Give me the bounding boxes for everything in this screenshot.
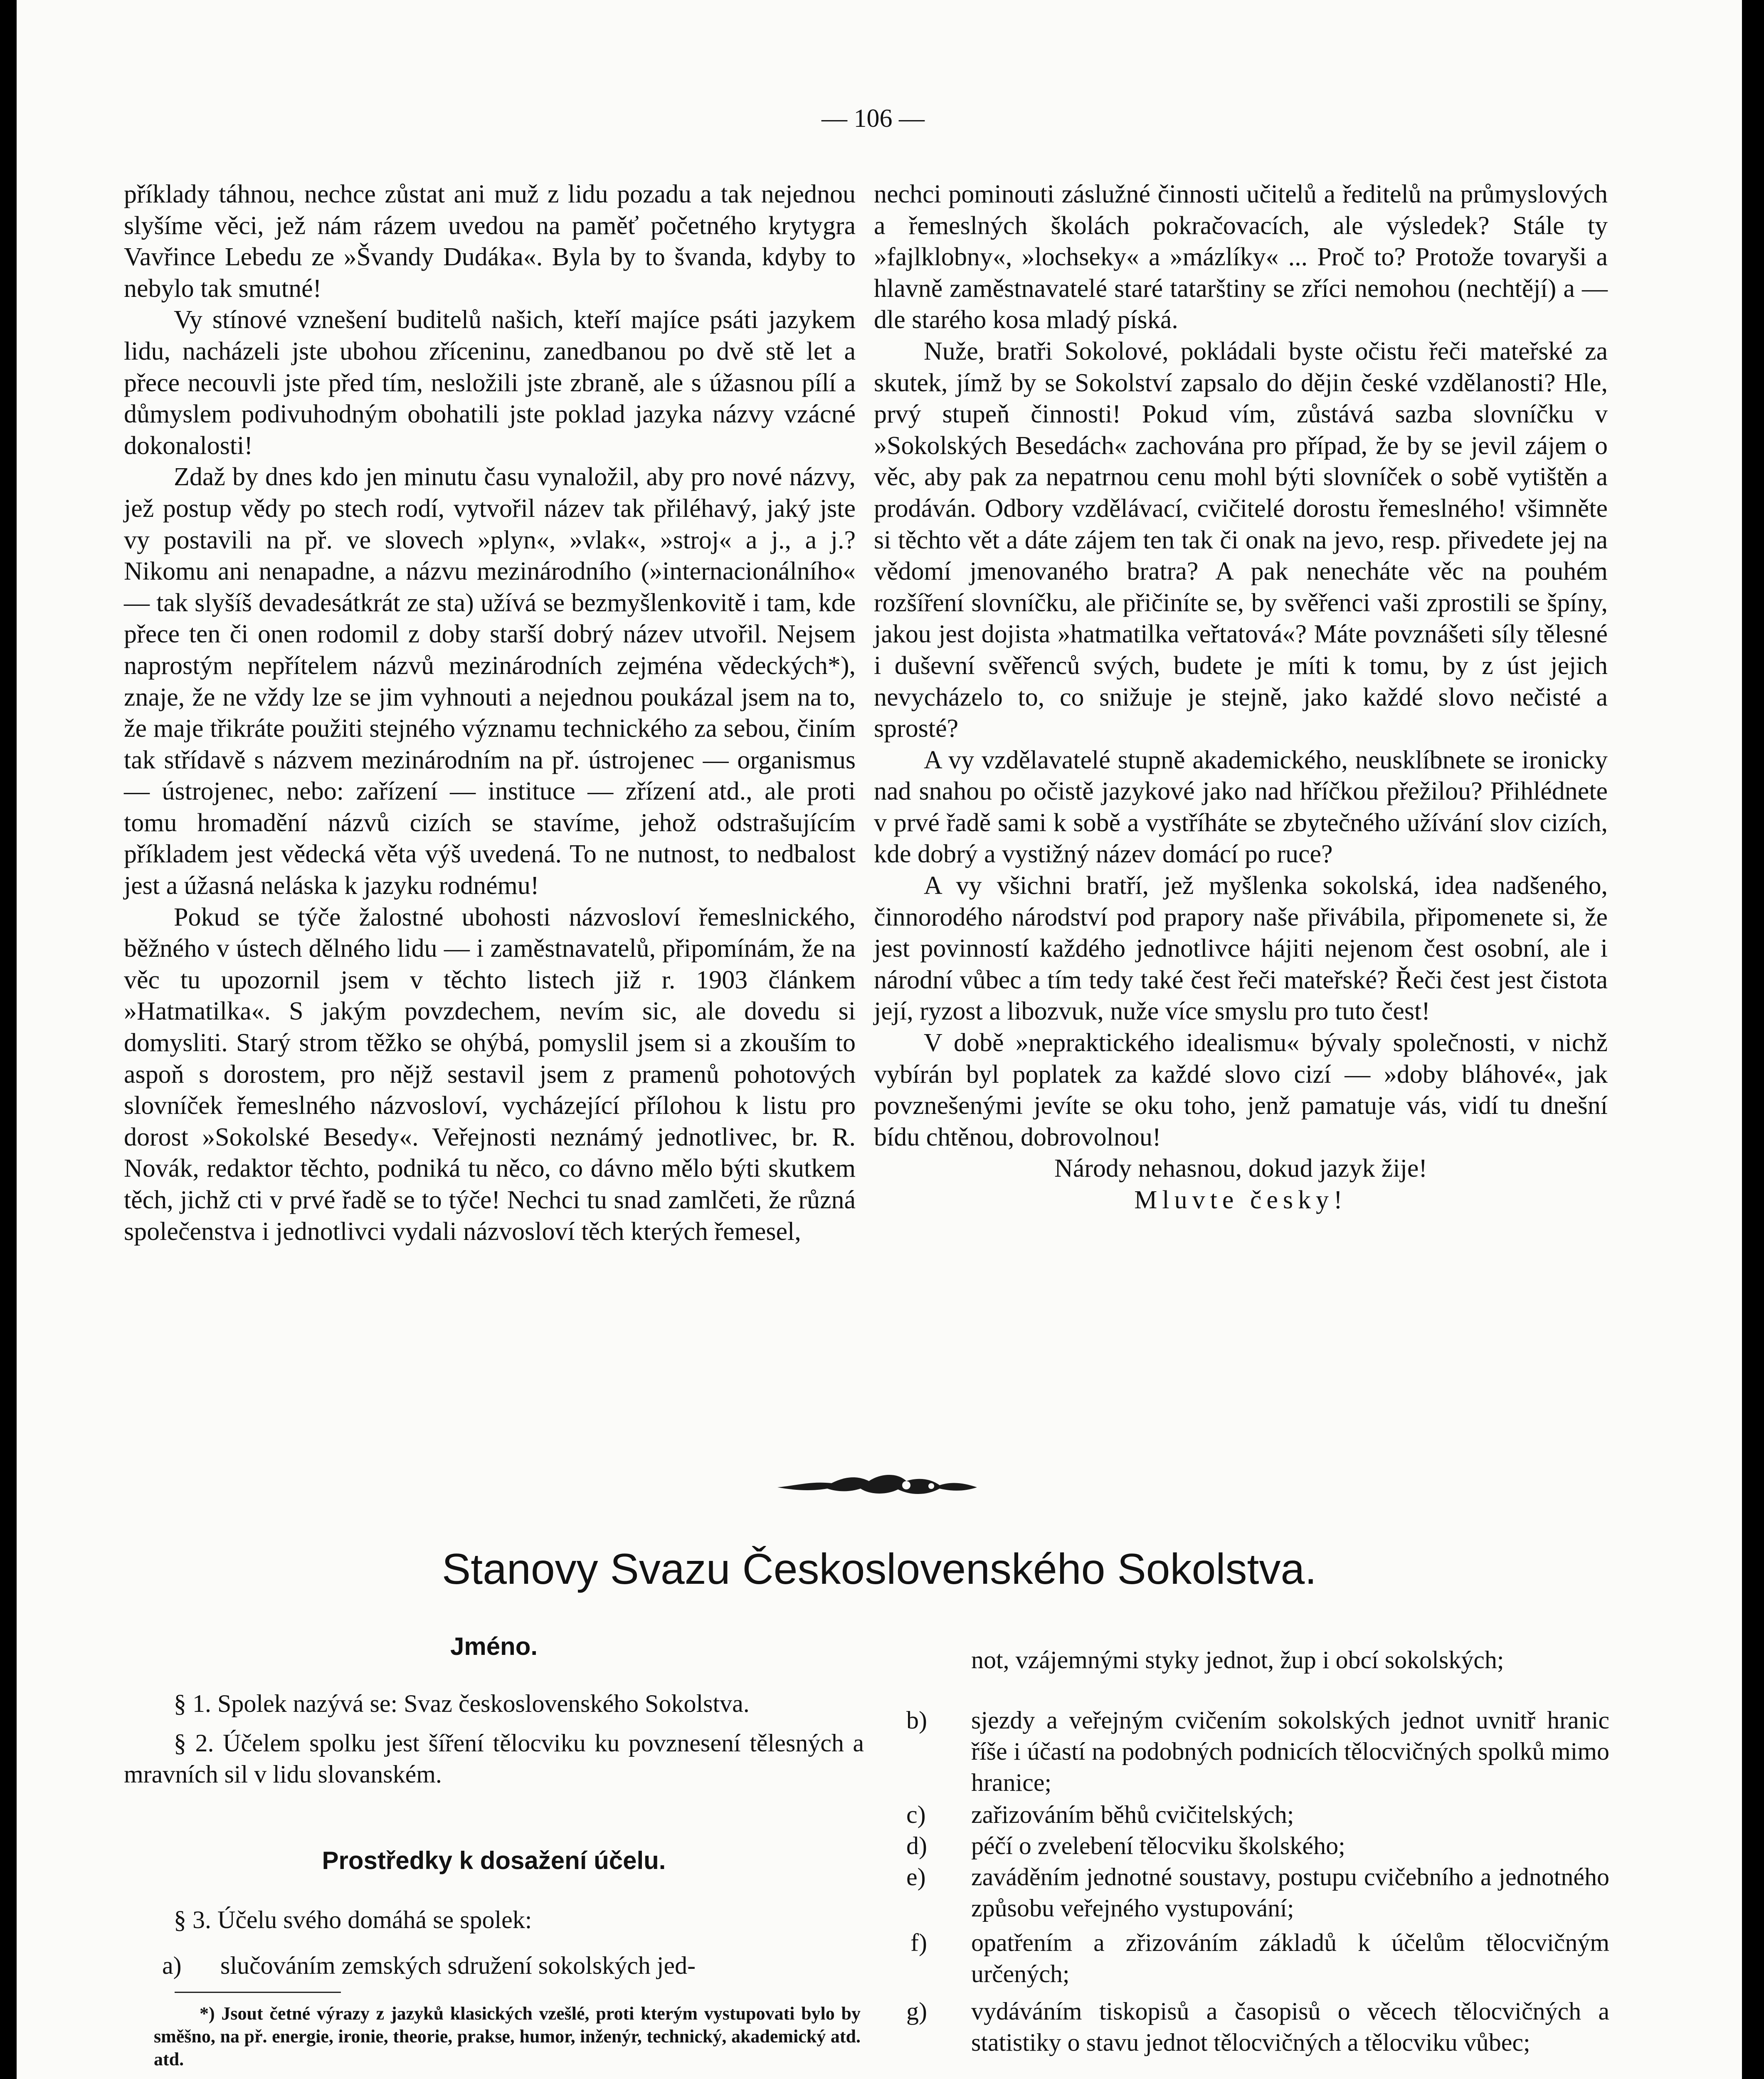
footnote-text: *) Jsout četné výrazy z jazyků klasických vzešlé, proti kterým vystupovati bylo by směšno, na př. energie, ironie, theorie, prakse, humor, inženýr, technický, akademický atd. atd. — [154, 2003, 861, 2069]
list-marker: c) — [906, 1801, 926, 1828]
statute-paragraphs — [124, 1904, 864, 1936]
section-title: Stanovy Svazu Československého Sokolstva. — [442, 1545, 1317, 1593]
statute-paragraph: § 1. Spolek nazývá se: Svaz československého Sokolstva. — [174, 1690, 750, 1717]
list-text: péčí o zvelebení tělocviku školského; — [971, 1832, 1345, 1859]
page-number: — 106 — — [822, 104, 925, 133]
text-column-left — [124, 179, 856, 1247]
statute-paragraph: § 2. Účelem spolku jest šíření tělocviku ku povznesení tělesných a mravních sil v lidu slovanském. — [124, 1729, 864, 1788]
list-text: slučováním zemských sdružení sokolských jed- — [220, 1952, 696, 1979]
paragraph: Vy stínové vznešení buditelů našich, kteří majíce psáti jazykem lidu, nacházeli jste ubohou zříceninu, zanedbanou po dvě stě let a přece necouvli jste před tím, nesložili jste zbraně, ale s úžasnou pílí a důmyslem podivuhodným obohatili jste poklad jazyka názvy vzácné dokonalosti! — [124, 306, 856, 460]
closing-line: Mluvte česky! — [1134, 1186, 1347, 1214]
statute-paragraph: § 3. Účelu svého domáhá se spolek: — [174, 1906, 532, 1933]
list-text: zařizováním běhů cvičitelských; — [971, 1801, 1294, 1828]
list-text: opatřením a zřizováním základů k účelům tělocvičným určených; — [971, 1929, 1609, 1988]
paragraph: V době »nepraktického idealismu« bývaly společnosti, v nichž vybírán byl poplatek za každé slovo cizí — »doby bláhové«, jak povznešenými jevíte se oku toho, jenž pamatuje vás, vidí tu dnešní bídu chtěnou, dobrovolnou! — [874, 1029, 1608, 1151]
paragraph: Zdaž by dnes kdo jen minutu času vynaložil, aby pro nové názvy, jež postup vědy po stech rodí, vytvořil název tak přiléhavý, jaký jste vy postavili na př. ve slovech »plyn«, »vlak«, »stroj« a j., a j.? Nikomu ani nenapadne, a názvu mezinárodního (»internacionálního« — tak slyšíš devadesátkrát ze sta) užívá se bezmyšlenkovitě i tam, kde přece ten či onen rodomil z doby starší dobrý název utvořil. Nejsem naprostým nepřítelem názvů mezinárodních zejména vědeckých*), znaje, že ne vždy lze se jim vyhnouti a nejednou poukázal jsem na to, že maje třikráte použiti stejného významu technického za sebou, činím tak střídavě s názvem mezinárodním na př. ústrojenec — organismus — ústrojenec, nebo: zařízení — instituce — zřízení atd., ale proti tomu hromadění názvů cizích se stavíme, jehož odstrašujícím příkladem jest vědecká věta výš uvedená. To ne nutnost, to nedbalost jest a úžasná neláska k jazyku rodnému! — [124, 463, 856, 900]
closing-line: Národy nehasnou, dokud jazyk žije! — [1054, 1154, 1427, 1183]
paragraph: A vy všichni bratří, jež myšlenka sokolská, idea nadšeného, činnorodého národství pod prapory naše přivábila, připomenete si, že jest povinností každého jednotlivce hájiti nejenom čest osobní, ale i národní vůbec a tím tedy také čest řeči mateřské? Řeči čest jest čistota její, ryzost a libozvuk, nuže více smyslu pro tuto čest! — [874, 872, 1608, 1026]
text-column-right — [874, 179, 1608, 1216]
footnote-rule — [175, 1992, 341, 1993]
list-marker: e) — [906, 1863, 926, 1891]
paragraph: Nuže, bratři Sokolové, pokládali byste očistu řeči mateřské za skutek, jímž by se Sokolství zapsalo do dějin české vzdělanosti? Hle, prvý stupeň činnosti! Pokud vím, zůstává sazba slovníčku v »Sokolských Besedách« zachována pro případ, že by se jevil zájem o věc, aby pak za nepatrnou cenu mohl býti slovníček o sobě vytištěn a prodáván. Odbory vzdělávací, cvičitelé dorostu řemeslného! všimněte si těchto vět a dáte zájem ten tak či onak na jevo, resp. přivedete jej na vědomí jmenovaného bratra? A pak nenecháte věc na pouhém rozšíření slovníčku, ale přičiníte se, by svěřenci vaši zprostili se špíny, jakou jest dojista »hatmatilka veřtatová«? Máte povznášeti síly tělesné i duševní svěřenců svých, budete je míti k tomu, by z úst jejich nevycházelo to, co snižuje je stejně, jako každé slovo nečisté a sprosté? — [874, 337, 1608, 743]
list-text: zaváděním jednotné soustavy, postupu cvičebního a jednotného způsobu veřejného vystupování; — [971, 1863, 1609, 1922]
list-text: vydáváním tiskopisů a časopisů o věcech tělocvičných a statistiky o stavu jednot tělocvičných a tělocviku vůbec; — [971, 1998, 1609, 2056]
list-marker: g) — [906, 1998, 927, 2025]
paragraph: A vy vzdělavatelé stupně akademického, neusklíbnete se ironicky nad snahou po očistě jazykové jako nad hříčkou přežilou? Přihlédnete v prvé řadě sami k sobě a vystříháte se zbytečného užívání slov cizích, kde dobrý a vystižný název domácí po ruce? — [874, 746, 1608, 869]
list-text: sjezdy a veřejným cvičením sokolských jednot uvnitř hranic říše i účastí na podobných podnicích tělocvičných spolků mimo hranice; — [971, 1706, 1609, 1796]
list-marker: b) — [906, 1706, 927, 1734]
statute-paragraphs — [124, 1688, 864, 1790]
decorative-ornament-icon — [773, 1469, 981, 1502]
paragraph: nechci pominouti záslužné činnosti učitelů a ředitelů na průmyslových a řemeslných školách pokračovacích, ale výsledek? Stále ty »fajlklobny«, »lochseky« a »mázlíky« ... Proč to? Protože tovaryši a hlavně zaměstnavatelé staré tatarštiny se zříci nemohou (nechtějí) a — dle starého kosa mladý píská. — [874, 180, 1608, 334]
paragraph: příklady táhnou, nechce zůstat ani muž z lidu pozadu a tak nejednou slyšíme věci, jež nám rázem uvedou na paměť početného krytygra Vavřince Lebedu ze »Švandy Dudáka«. Byla by to švanda, kdyby to nebylo tak smutné! — [124, 180, 856, 303]
list-marker: f) — [910, 1929, 927, 1956]
list-marker: a) — [162, 1952, 182, 1979]
subheading-name: Jméno. — [450, 1632, 538, 1660]
paragraph: Pokud se týče žalostné ubohosti názvosloví řemeslnického, běžného v ústech dělného lidu — i zaměstnavatelů, připomínám, že na věc tu upozornil jsem v těchto listech již r. 1903 článkem »Hatmatilka«. S jakým povzdechem, nevím sic, ale dovedu si domysliti. Starý strom těžko se ohýbá, pomyslil jsem si a zkouším to aspoň s dorostem, pro nějž sestavil jsem z pramenů pohotových slovníček řemeslného názvosloví, vycházející přílohou k listu pro dorost »Sokolské Besedy«. Veřejnosti neznámý jednotlivec, br. R. Novák, redaktor těchto, podniká tu něco, co dávno mělo býti skutkem těch, jichž cti v prvé řadě se to týče! Nechci tu snad zamlčeti, že různá společenstva i jednotlivci vydali názvosloví těch kterých řemesel, — [124, 903, 856, 1246]
list-marker: d) — [906, 1832, 927, 1859]
list-item-continuation: not, vzájemnými styky jednot, žup i obcí sokolských; — [971, 1646, 1504, 1674]
document-page — [17, 0, 1742, 2079]
footnote — [154, 2002, 861, 2071]
subheading-means: Prostředky k dosažení účelu. — [322, 1847, 666, 1874]
